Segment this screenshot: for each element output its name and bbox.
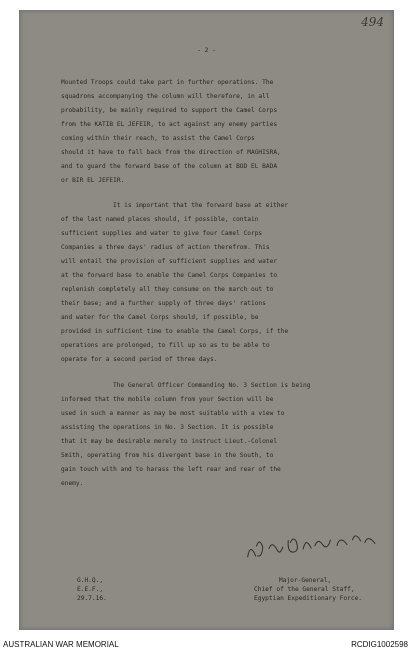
handwritten-signature [242, 523, 385, 571]
body-line: operate for a second period of three days. [61, 356, 218, 363]
body-line: Smith, operating from his divergent base in the South, to [61, 452, 274, 459]
body-line: at the forward base to enable the Camel Corps Companies to [61, 272, 278, 279]
body-line: used in such a manner as may be most suitable with a view to [61, 410, 285, 417]
body-line: The General Officer Commanding No. 3 Section is being [113, 382, 311, 389]
dispatch-origin: E.E.F., [77, 586, 104, 593]
body-line: Companies a three days' radius of action therefrom. This [61, 244, 270, 251]
body-line: of the last named places should, if possible, contain [61, 216, 259, 223]
dispatch-origin: G.H.Q., [77, 577, 104, 584]
page-number: - 2 - [197, 47, 216, 54]
body-line: provided in sufficient time to enable the Camel Corps, if the [61, 328, 289, 335]
body-line: and water for the Camel Corps should, if possible, be [61, 314, 259, 321]
folio-number: 494 [361, 15, 384, 29]
body-line: sufficient supplies and water to give four Camel Corps [61, 230, 263, 237]
body-line: that it may be desirable merely to instruct Lieut.-Colonel [61, 438, 278, 445]
body-line: coming within their reach, to assist the Camel Corps [61, 135, 255, 142]
document-page [19, 10, 394, 630]
body-line: Mounted Troops could take part in further operations. The [61, 79, 274, 86]
body-line: informed that the mobile column from your Section will be [61, 396, 274, 403]
signatory-title: Chief of the General Staff, [254, 586, 355, 593]
footer-record-id: RCDIG1002598 [351, 640, 408, 649]
body-line: their base; and a further supply of three days' rations [61, 300, 266, 307]
dispatch-date: 29.7.16. [77, 595, 107, 602]
body-line: from the KATIB EL JEFEIR, to act against any enemy parties [61, 121, 278, 128]
body-line: assisting the operations in No. 3 Section. It is possible [61, 424, 274, 431]
body-line: should it have to fall back from the direction of MAGHISRA, [61, 149, 281, 156]
body-line: or BIR EL JEFEIR. [61, 177, 125, 184]
body-line: It is important that the forward base at either [113, 202, 289, 209]
body-line: and to guard the forward base of the column at BOD EL BADA [61, 163, 278, 170]
body-line: replenish completely all they consume on the march out to [61, 286, 274, 293]
signatory-rank: Major-General, [279, 577, 332, 584]
body-line: gain touch with and to harass the left rear and rear of the [61, 466, 281, 473]
body-line: enemy. [61, 480, 84, 487]
signature-scrawl [242, 523, 384, 567]
body-line: probability, be mainly required to support the Camel Corps [61, 107, 278, 114]
body-line: operations are prolonged, to fill up so as to be able to [61, 342, 270, 349]
body-line: squadrons accompanying the column will therefore, in all [61, 93, 270, 100]
footer-source: AUSTRALIAN WAR MEMORIAL [3, 640, 119, 649]
body-line: will entail the provision of sufficient supplies and water [61, 258, 278, 265]
signatory-unit: Egyptian Expeditionary Force. [254, 595, 363, 602]
